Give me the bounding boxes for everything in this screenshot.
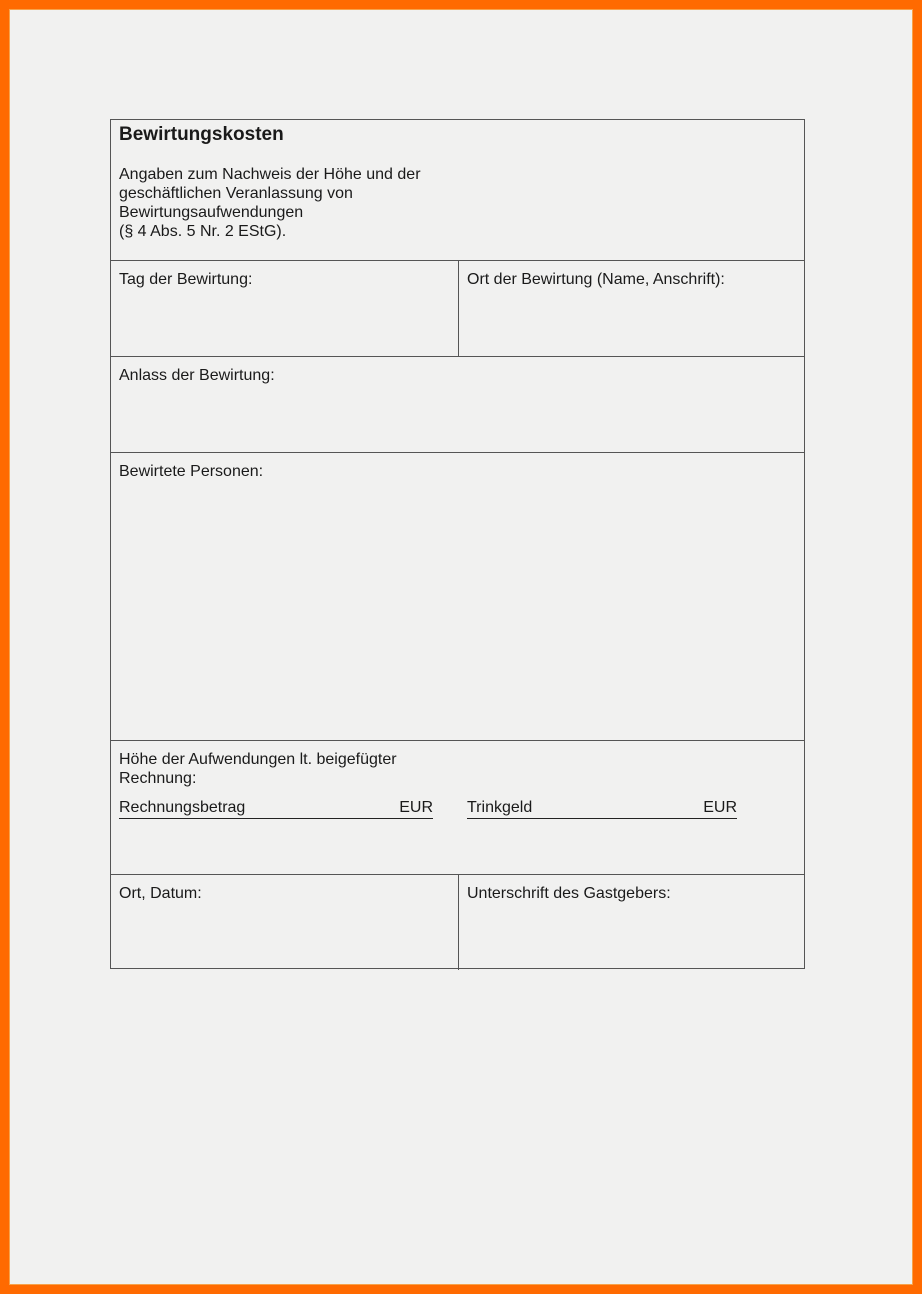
place-date-label: Ort, Datum:: [119, 885, 202, 902]
tip-label: Trinkgeld: [467, 799, 533, 816]
occasion-label: Anlass der Bewirtung:: [119, 367, 275, 384]
expenses-row: [111, 741, 804, 875]
invoice-amount-field[interactable]: [119, 798, 433, 819]
document-page: [9, 9, 913, 1285]
invoice-amount-label: Rechnungsbetrag: [119, 799, 246, 816]
entertainment-expenses-form: [110, 119, 805, 969]
header-cell: [111, 120, 804, 260]
location-label: Ort der Bewirtung (Name, Anschrift):: [467, 271, 725, 288]
expenses-label: Höhe der Aufwendungen lt. beigefügter Rechnung:: [119, 751, 397, 787]
occasion-row: [111, 357, 804, 453]
occasion-field[interactable]: [111, 357, 804, 452]
date-label: Tag der Bewirtung:: [119, 271, 253, 288]
signature-label: Unterschrift des Gastgebers:: [467, 885, 671, 902]
invoice-currency: EUR: [399, 799, 433, 816]
amount-lines: [119, 798, 804, 818]
date-location-row: [111, 261, 804, 357]
guests-field[interactable]: [111, 453, 804, 740]
signature-field[interactable]: [459, 875, 804, 970]
place-date-field[interactable]: [111, 875, 459, 970]
form-header: [111, 120, 804, 261]
guests-row: [111, 453, 804, 741]
form-subtitle: Angaben zum Nachweis der Höhe und der geschäftlichen Veranlassung von Bewirtungsaufwendungen (§ 4 Abs. 5 Nr. 2 EStG).: [119, 166, 421, 240]
tip-field[interactable]: [467, 798, 737, 819]
date-field[interactable]: [111, 261, 459, 356]
location-field[interactable]: [459, 261, 804, 356]
tip-currency: EUR: [703, 799, 737, 816]
signature-row: [111, 875, 804, 970]
guests-label: Bewirtete Personen:: [119, 463, 264, 480]
form-title: Bewirtungskosten: [119, 124, 284, 145]
